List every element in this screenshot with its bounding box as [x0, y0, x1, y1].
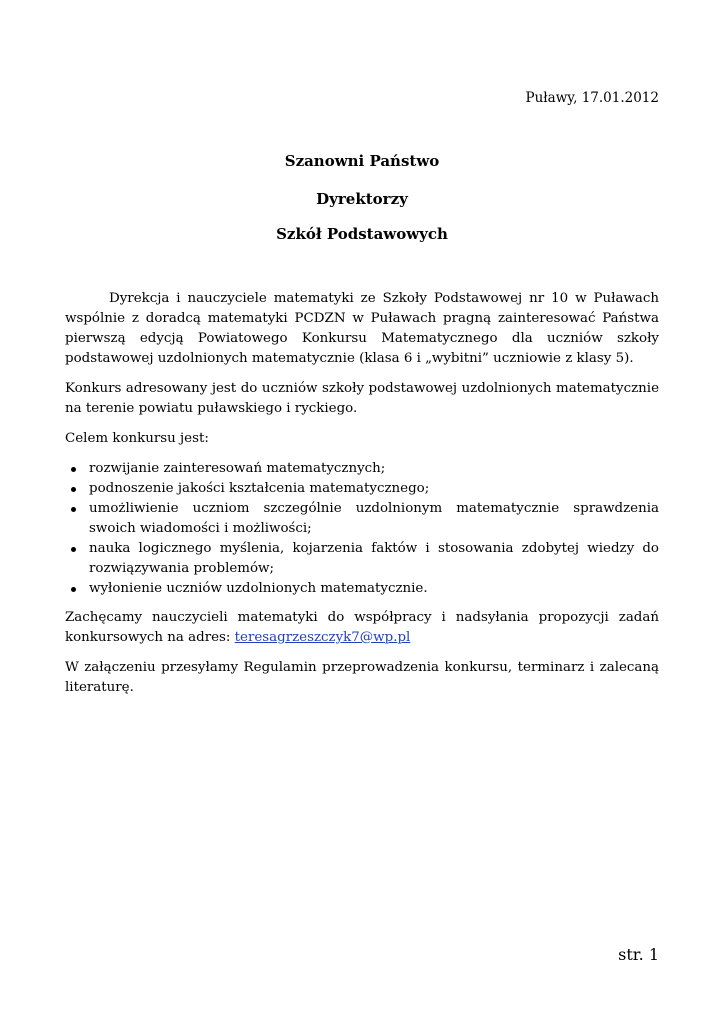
goal-item	[65, 479, 659, 499]
paragraph-invitation	[65, 608, 659, 648]
goal-text: nauka logicznego myślenia, kojarzenia faktów i stosowania zdobytej wiedzy do rozwiązywania problemów;	[89, 541, 659, 576]
invitation-text: Zachęcamy nauczycieli matematyki do współpracy i nadsyłania propozycji zadań konkursowych na adres:	[65, 610, 659, 645]
paragraph-intro: Dyrekcja i nauczyciele matematyki ze Szkoły Podstawowej nr 10 w Puławach wspólnie z doradcą matematyki PCDZN w Puławach pragną zainteresować Państwa pierwszą edycją Powiatowego Konkursu Matematycznego dla uczniów szkoły podstawowej uzdolnionych matematycznie (klasa 6 i „wybitni” uczniowie z klasy 5).	[65, 291, 659, 366]
bullet-icon	[71, 507, 76, 512]
bullet-icon	[71, 587, 76, 592]
goal-item	[65, 459, 659, 479]
goal-item	[65, 499, 659, 539]
page-number: str. 1	[618, 945, 659, 964]
addressee-line-1: Szanowni Państwo	[284, 152, 440, 170]
goal-text: podnoszenie jakości kształcenia matematycznego;	[89, 481, 430, 496]
goals-list	[65, 459, 659, 599]
paragraph-goals-heading: Celem konkursu jest:	[65, 431, 209, 446]
bullet-icon	[71, 487, 76, 492]
bullet-icon	[71, 547, 76, 552]
goal-text: umożliwienie uczniom szczególnie uzdolnionym matematycznie sprawdzenia swoich wiadomości i możliwości;	[89, 501, 659, 536]
letter-body	[65, 289, 659, 708]
addressee-line-2: Dyrektorzy	[316, 190, 408, 208]
paragraph-audience: Konkurs adresowany jest do uczniów szkoły podstawowej uzdolnionych matematycznie na terenie powiatu puławskiego i ryckiego.	[65, 381, 659, 416]
addressee-line-3: Szkół Podstawowych	[276, 225, 448, 243]
goal-text: rozwijanie zainteresowań matematycznych;	[89, 461, 386, 476]
goal-text: wyłonienie uczniów uzdolnionych matematycznie.	[89, 581, 428, 596]
bullet-icon	[71, 467, 76, 472]
date-line: Puławy, 17.01.2012	[525, 90, 659, 106]
goal-item	[65, 539, 659, 579]
paragraph-attachments: W załączeniu przesyłamy Regulamin przeprowadzenia konkursu, terminarz i zalecaną literaturę.	[65, 660, 659, 695]
email-link[interactable]: teresagrzeszczyk7@wp.pl	[234, 630, 411, 645]
goal-item	[65, 579, 659, 599]
